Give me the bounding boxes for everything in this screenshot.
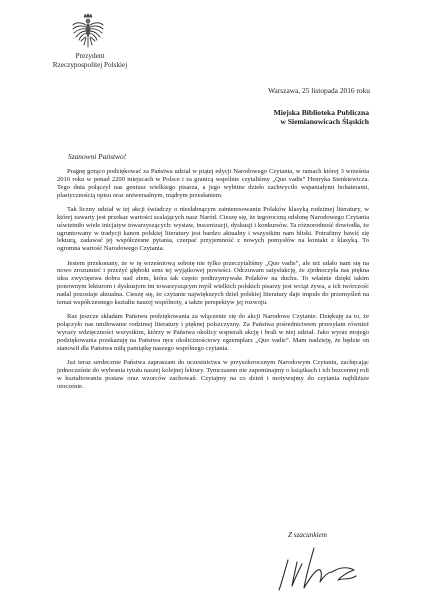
office-title-line2: Rzeczypospolitej Polskiej bbox=[52, 60, 128, 69]
recipient-address bbox=[274, 108, 369, 127]
office-title bbox=[40, 52, 140, 69]
recipient-line2: w Siemianowicach Śląskich bbox=[280, 117, 369, 127]
salutation: Szanowni Państwo! bbox=[68, 152, 127, 161]
body-paragraph: Pragnę gorąco podziękować za Państwa udział w piątej edycji Narodowego Czytania, w ramach której 3 września 2016 roku w ponad 2200 miejscach w Polsce i za granicą wspólnie czytaliśmy „Quo vadis” Henryka Sienkiewicza. Tego dnia połączył nas geniusz wielkiego pisarza, a jego wybitne dzieło zachwyciło wspaniałymi bohaterami, plastycznością opisu oraz uniwersalnym, mądrym przesłaniem. bbox=[57, 168, 369, 199]
body-paragraph: Tak liczny udział w tej akcji świadczy o niesłabnącym zainteresowaniu Polaków klasyką rodzimej literatury, w której zawarty jest przekaz wartości scalających nasz Naród. Cieszę się, że tegoroczną odsłonę Narodowego Czytania uświetniło wiele inicjatyw towarzyszących: wystaw, inscenizacji, dyskusji i konkursów. Ta różnorodność dowiodła, że ugruntowany w tradycji kanon polskiej literatury jest bardzo aktualny i wszystkim nam bliski. Potrafimy bawić się lekturą, zadawać jej współczesne pytania, czerpać przyjemność z nowych pomysłów na kontakt z klasyką. To ogromna wartość Narodowego Czytania. bbox=[57, 205, 369, 253]
closing-phrase: Z szacunkiem bbox=[288, 531, 327, 539]
letter-body bbox=[57, 168, 369, 397]
polish-eagle-emblem-icon bbox=[70, 12, 106, 50]
recipient-line1: Miejska Biblioteka Publiczna bbox=[273, 108, 369, 117]
handwritten-signature bbox=[262, 542, 370, 594]
body-paragraph: Już teraz serdecznie Państwa zapraszam do uczestnictwa w przyszłorocznym Narodowym Czytaniu, zachęcając jednocześnie do wybrania tytułu naszej kolejnej lektury. Tymczasem nie zapominajmy o książkach i ich bezcennej roli w kształtowaniu postaw oraz wzorców zachowań. Czytajmy na co dzień i motywujmy do czytania najbliższe otoczenie. bbox=[57, 359, 369, 390]
letter-date: Warszawa, 25 listopada 2016 roku bbox=[268, 86, 370, 95]
body-paragraph: Jestem przekonany, że w tę wrześniową sobotę nie tylko przeczytaliśmy „Quo vadis”, ale też udało nam się na nowo zrozumieć i przeżyć głęboki sens tej wyjątkowej powieści. Odczuwam satysfakcję, że zjednoczyła nas piękna idea zwycięstwa dobra nad złem, która tak często podtrzymywała Polaków na duchu. To właśnie dzięki takim ponownym lekturom i dyskusjom im towarzyszącym myśl wielkich polskich pisarzy jest wciąż żywa, a ich twórczość nadal pozostaje aktualna. Cieszę się, że czytanie największych dzieł polskiej literatury daje impuls do przemyśleń na temat współczesnego kształtu naszej wspólnoty, a także perspektyw jej rozwoju. bbox=[57, 259, 369, 306]
office-title-line1: Prezydent bbox=[75, 52, 105, 60]
body-paragraph: Raz jeszcze składam Państwu podziękowania za włączenie się do akcji Narodowe Czytanie. Dziękuję za to, że połączyło nas umiłowanie rodzimej literatury i pięknej polszczyzny. Za Państwa pośrednictwem przesyłam również wyrazy wdzięczności wszystkim, którzy w Państwa okolicy wspierali akcję i brali w niej udział. Jako wyraz mojego podziękowania przekazuję na Państwa ręce okolicznościowy egzemplarz „Quo vadis”. Mam nadzieję, że będzie on stanowił dla Państwa miłą pamiątkę naszego wspólnego czytania. bbox=[57, 313, 369, 352]
